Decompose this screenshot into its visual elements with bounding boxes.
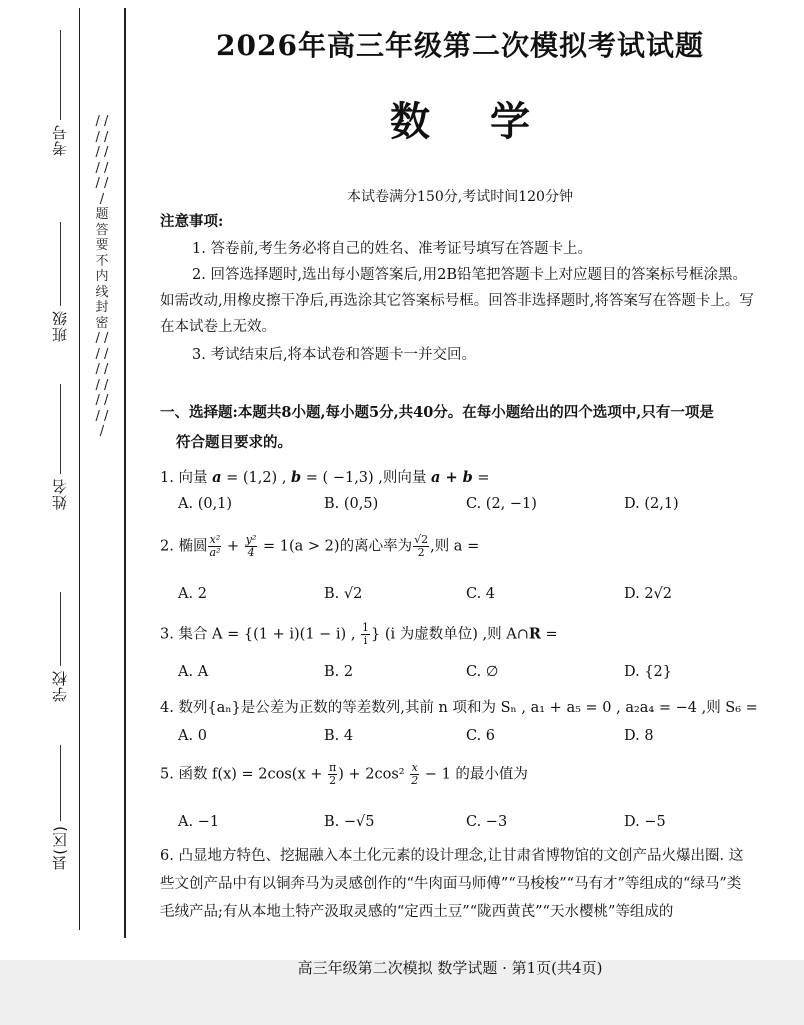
stem-text: = bbox=[540, 626, 558, 643]
seal-notice-text: / / / / / / / / / / / 题 答 要 不 内 线 封 密 / / / / / / / / / / / / / bbox=[95, 114, 109, 439]
stem-text: 3. 集合 A = {(1 + i)(1 − i) , bbox=[160, 626, 361, 643]
fraction bbox=[328, 762, 337, 787]
stem-vector: b bbox=[291, 469, 302, 486]
option-a[interactable]: A. A bbox=[178, 664, 209, 680]
fraction-denominator: 2 bbox=[411, 774, 419, 787]
field-label: 学校 bbox=[51, 670, 69, 702]
option-d[interactable]: D. −5 bbox=[624, 814, 666, 830]
field-exam-number[interactable] bbox=[40, 30, 80, 156]
option-b[interactable]: B. 4 bbox=[324, 728, 354, 744]
option-c[interactable]: C. 4 bbox=[466, 586, 496, 602]
option-d[interactable]: D. (2,1) bbox=[624, 496, 679, 512]
option-d[interactable]: D. {2} bbox=[624, 664, 673, 680]
section-title-cont: 符合题目要求的。 bbox=[176, 434, 292, 451]
stem-text: = bbox=[472, 470, 490, 486]
stem-vector: a bbox=[212, 469, 222, 486]
fraction-numerator: π bbox=[329, 761, 337, 774]
fraction bbox=[410, 762, 419, 787]
option-c[interactable]: C. −3 bbox=[466, 814, 508, 830]
field-school[interactable] bbox=[40, 592, 80, 702]
stem-text: − 1 的最小值为 bbox=[420, 766, 528, 783]
stem-text: 5. 函数 f(x) = 2cos(x + bbox=[160, 766, 327, 783]
option-a[interactable]: A. −1 bbox=[178, 814, 220, 830]
field-label: 考号 bbox=[51, 124, 69, 156]
fraction-numerator: 1 bbox=[362, 621, 370, 634]
question-6: 6. 凸显地方特色、挖掘融入本土化元素的设计理念,让甘肃省博物馆的文创产品火爆出圈. 这些文创产品中有以铜奔马为灵感创作的“牛肉面马师傅”“马梭梭”“马有才”等组成的“绿马”类毛绒产品;有从本地土特产汲取灵感的“定西土豆”“陇西黄芪”“天水樱桃”等组成的 bbox=[160, 848, 744, 920]
fraction-numerator: √2 bbox=[414, 533, 429, 546]
stem-text: ,则 a = bbox=[430, 538, 480, 555]
field-underline bbox=[60, 222, 61, 306]
option-a[interactable]: A. (0,1) bbox=[178, 496, 233, 512]
field-label: 姓名 bbox=[51, 478, 69, 510]
field-class[interactable] bbox=[40, 222, 80, 342]
section-title: 一、选择题:本题共8小题,每小题5分,共40分。在每小题给出的四个选项中,只有一项是 bbox=[160, 404, 714, 421]
stem-text: 2. 椭圆 bbox=[160, 538, 208, 555]
stem-set-symbol: R bbox=[528, 625, 541, 643]
question-1 bbox=[160, 466, 760, 487]
question-4: 4. 数列{aₙ}是公差为正数的等差数列,其前 n 项和为 Sₙ , a₁ + a₅ = 0 , a₂a₄ = −4 ,则 S₆ = bbox=[160, 700, 758, 716]
fraction-denominator: i bbox=[363, 634, 368, 647]
stem-vector: a + b bbox=[431, 469, 473, 486]
fraction-numerator: y² bbox=[245, 533, 257, 546]
note-item: 3. 考试结束后,将本试卷和答题卡一并交回。 bbox=[192, 347, 477, 363]
option-c[interactable]: C. (2, −1) bbox=[466, 496, 537, 512]
option-a[interactable]: A. 2 bbox=[178, 586, 207, 602]
field-underline bbox=[60, 384, 61, 474]
option-d[interactable]: D. 2√2 bbox=[624, 586, 673, 602]
option-b[interactable]: B. 2 bbox=[324, 664, 354, 680]
question-3 bbox=[160, 622, 760, 647]
stem-text: + bbox=[222, 538, 244, 555]
question-5 bbox=[160, 762, 760, 787]
field-county[interactable] bbox=[40, 745, 80, 871]
stem-text: ) + 2cos² bbox=[338, 766, 410, 783]
field-underline bbox=[60, 592, 61, 666]
field-underline bbox=[60, 30, 61, 120]
subject-title: 数学 bbox=[390, 98, 590, 145]
note-item: 2. 回答选择题时,选出每小题答案后,用2B铅笔把答题卡上对应题目的答案标号框涂黑。如需改动,用橡皮擦干净后,再选涂其它答案标号框。回答非选择题时,将答案写在答题卡上。写在本试卷上无效。 bbox=[160, 267, 754, 335]
fraction-numerator: x² bbox=[209, 533, 221, 546]
seal-notice bbox=[94, 114, 110, 440]
fraction-denominator: a² bbox=[209, 546, 221, 559]
exam-title: 2026年高三年级第二次模拟考试试题 bbox=[216, 29, 704, 62]
stem-text: } (i 为虚数单位) ,则 A∩ bbox=[371, 626, 529, 643]
field-label: 县(区) bbox=[51, 825, 69, 871]
fraction-numerator: x bbox=[411, 761, 418, 774]
option-b[interactable]: B. √2 bbox=[324, 586, 363, 602]
stem-text: = (1,2) , bbox=[221, 470, 292, 486]
field-label: 班级 bbox=[51, 310, 69, 342]
option-d[interactable]: D. 8 bbox=[624, 728, 654, 744]
binding-line-inner bbox=[124, 8, 126, 938]
note-item: 1. 答卷前,考生务必将自己的姓名、准考证号填写在答题卡上。 bbox=[192, 241, 593, 257]
page-footer: 高三年级第二次模拟 数学试题 · 第1页(共4页) bbox=[297, 959, 603, 977]
stem-text: = 1(a > 2)的离心率为 bbox=[258, 538, 413, 555]
section-heading bbox=[160, 398, 756, 458]
fraction bbox=[245, 534, 258, 559]
exam-meta: 本试卷满分150分,考试时间120分钟 bbox=[347, 189, 573, 205]
option-b[interactable]: B. −√5 bbox=[324, 814, 375, 830]
option-b[interactable]: B. (0,5) bbox=[324, 496, 379, 512]
fraction-denominator: 2 bbox=[417, 546, 425, 559]
fraction bbox=[413, 534, 429, 559]
fraction bbox=[361, 622, 370, 647]
option-c[interactable]: C. 6 bbox=[466, 728, 496, 744]
stem-text: = ( −1,3) ,则向量 bbox=[301, 470, 432, 486]
fraction-denominator: 2 bbox=[329, 774, 337, 787]
option-c[interactable]: C. ∅ bbox=[466, 664, 499, 680]
fraction bbox=[208, 534, 221, 559]
field-name[interactable] bbox=[40, 384, 80, 510]
stem-text: 1. 向量 bbox=[160, 470, 213, 486]
field-underline bbox=[60, 745, 61, 821]
fraction-denominator: 4 bbox=[247, 546, 255, 559]
option-a[interactable]: A. 0 bbox=[178, 728, 207, 744]
notes-heading: 注意事项: bbox=[160, 213, 224, 230]
question-2 bbox=[160, 534, 760, 559]
